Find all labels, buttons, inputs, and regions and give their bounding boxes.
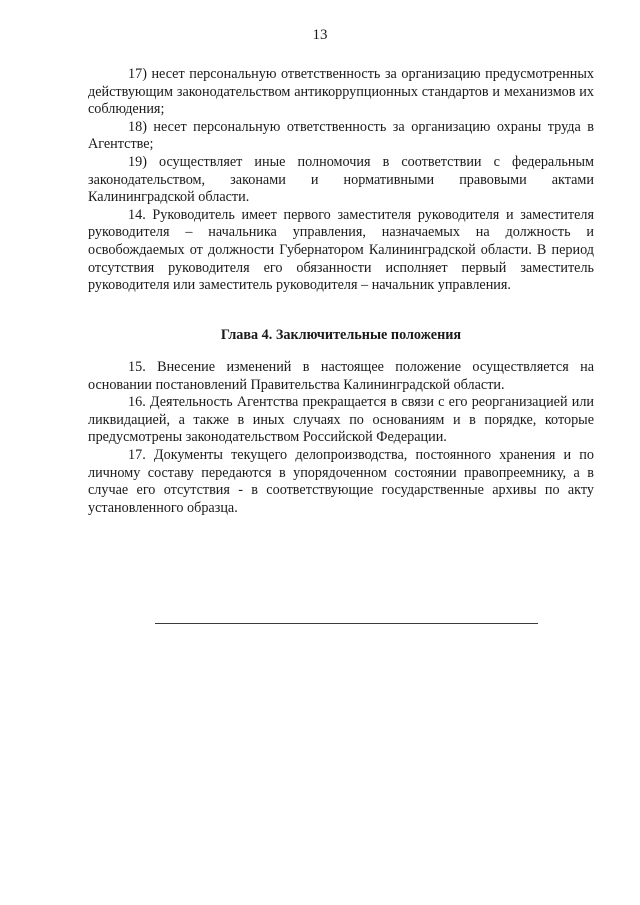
page-number: 13 <box>312 27 328 43</box>
clause-15-amendments: 15. Внесение изменений в настоящее положение осуществляется на основании постановлений Правительства Калининградской области. <box>88 359 594 393</box>
clauses-block-2 <box>88 359 594 517</box>
clause-17-documents-transfer: 17. Документы текущего делопроизводства, постоянного хранения и по личному составу передаются в упорядоченном состоянии правопреемнику, а в случае его отсутствия - в соответствующие государственные архивы по акту установленного образца. <box>88 446 594 516</box>
clause-16-termination: 16. Деятельность Агентства прекращается в связи с его реорганизацией или ликвидацией, а также в иных случаях по основаниям и в порядке, которые предусмотрены законодательством Российской Федерации. <box>88 394 594 446</box>
clause-14-deputies: 14. Руководитель имеет первого заместителя руководителя и заместителя руководителя – начальника управления, назначаемых на должность и освобождаемых от должности Губернатором Калининградской области. В период отсутствия руководителя его обязанности исполняет первый заместитель руководителя или заместитель руководителя – начальник управления. <box>88 206 594 294</box>
closing-divider-line <box>155 623 538 624</box>
clauses-block-1 <box>88 66 594 295</box>
clause-17-personal-responsibility-anticorruption: 17) несет персональную ответственность за организацию предусмотренных действующим законодательством антикоррупционных стандартов и механизмов их соблюдения; <box>88 66 594 118</box>
clause-19-other-powers: 19) осуществляет иные полномочия в соответствии с федеральным законодательством, законами и нормативными правовыми актами Калининградской области. <box>88 153 594 206</box>
chapter-heading: Глава 4. Заключительные положения <box>220 327 462 343</box>
clause-18-labor-protection: 18) несет персональную ответственность за организацию охраны труда в Агентстве; <box>88 118 594 153</box>
